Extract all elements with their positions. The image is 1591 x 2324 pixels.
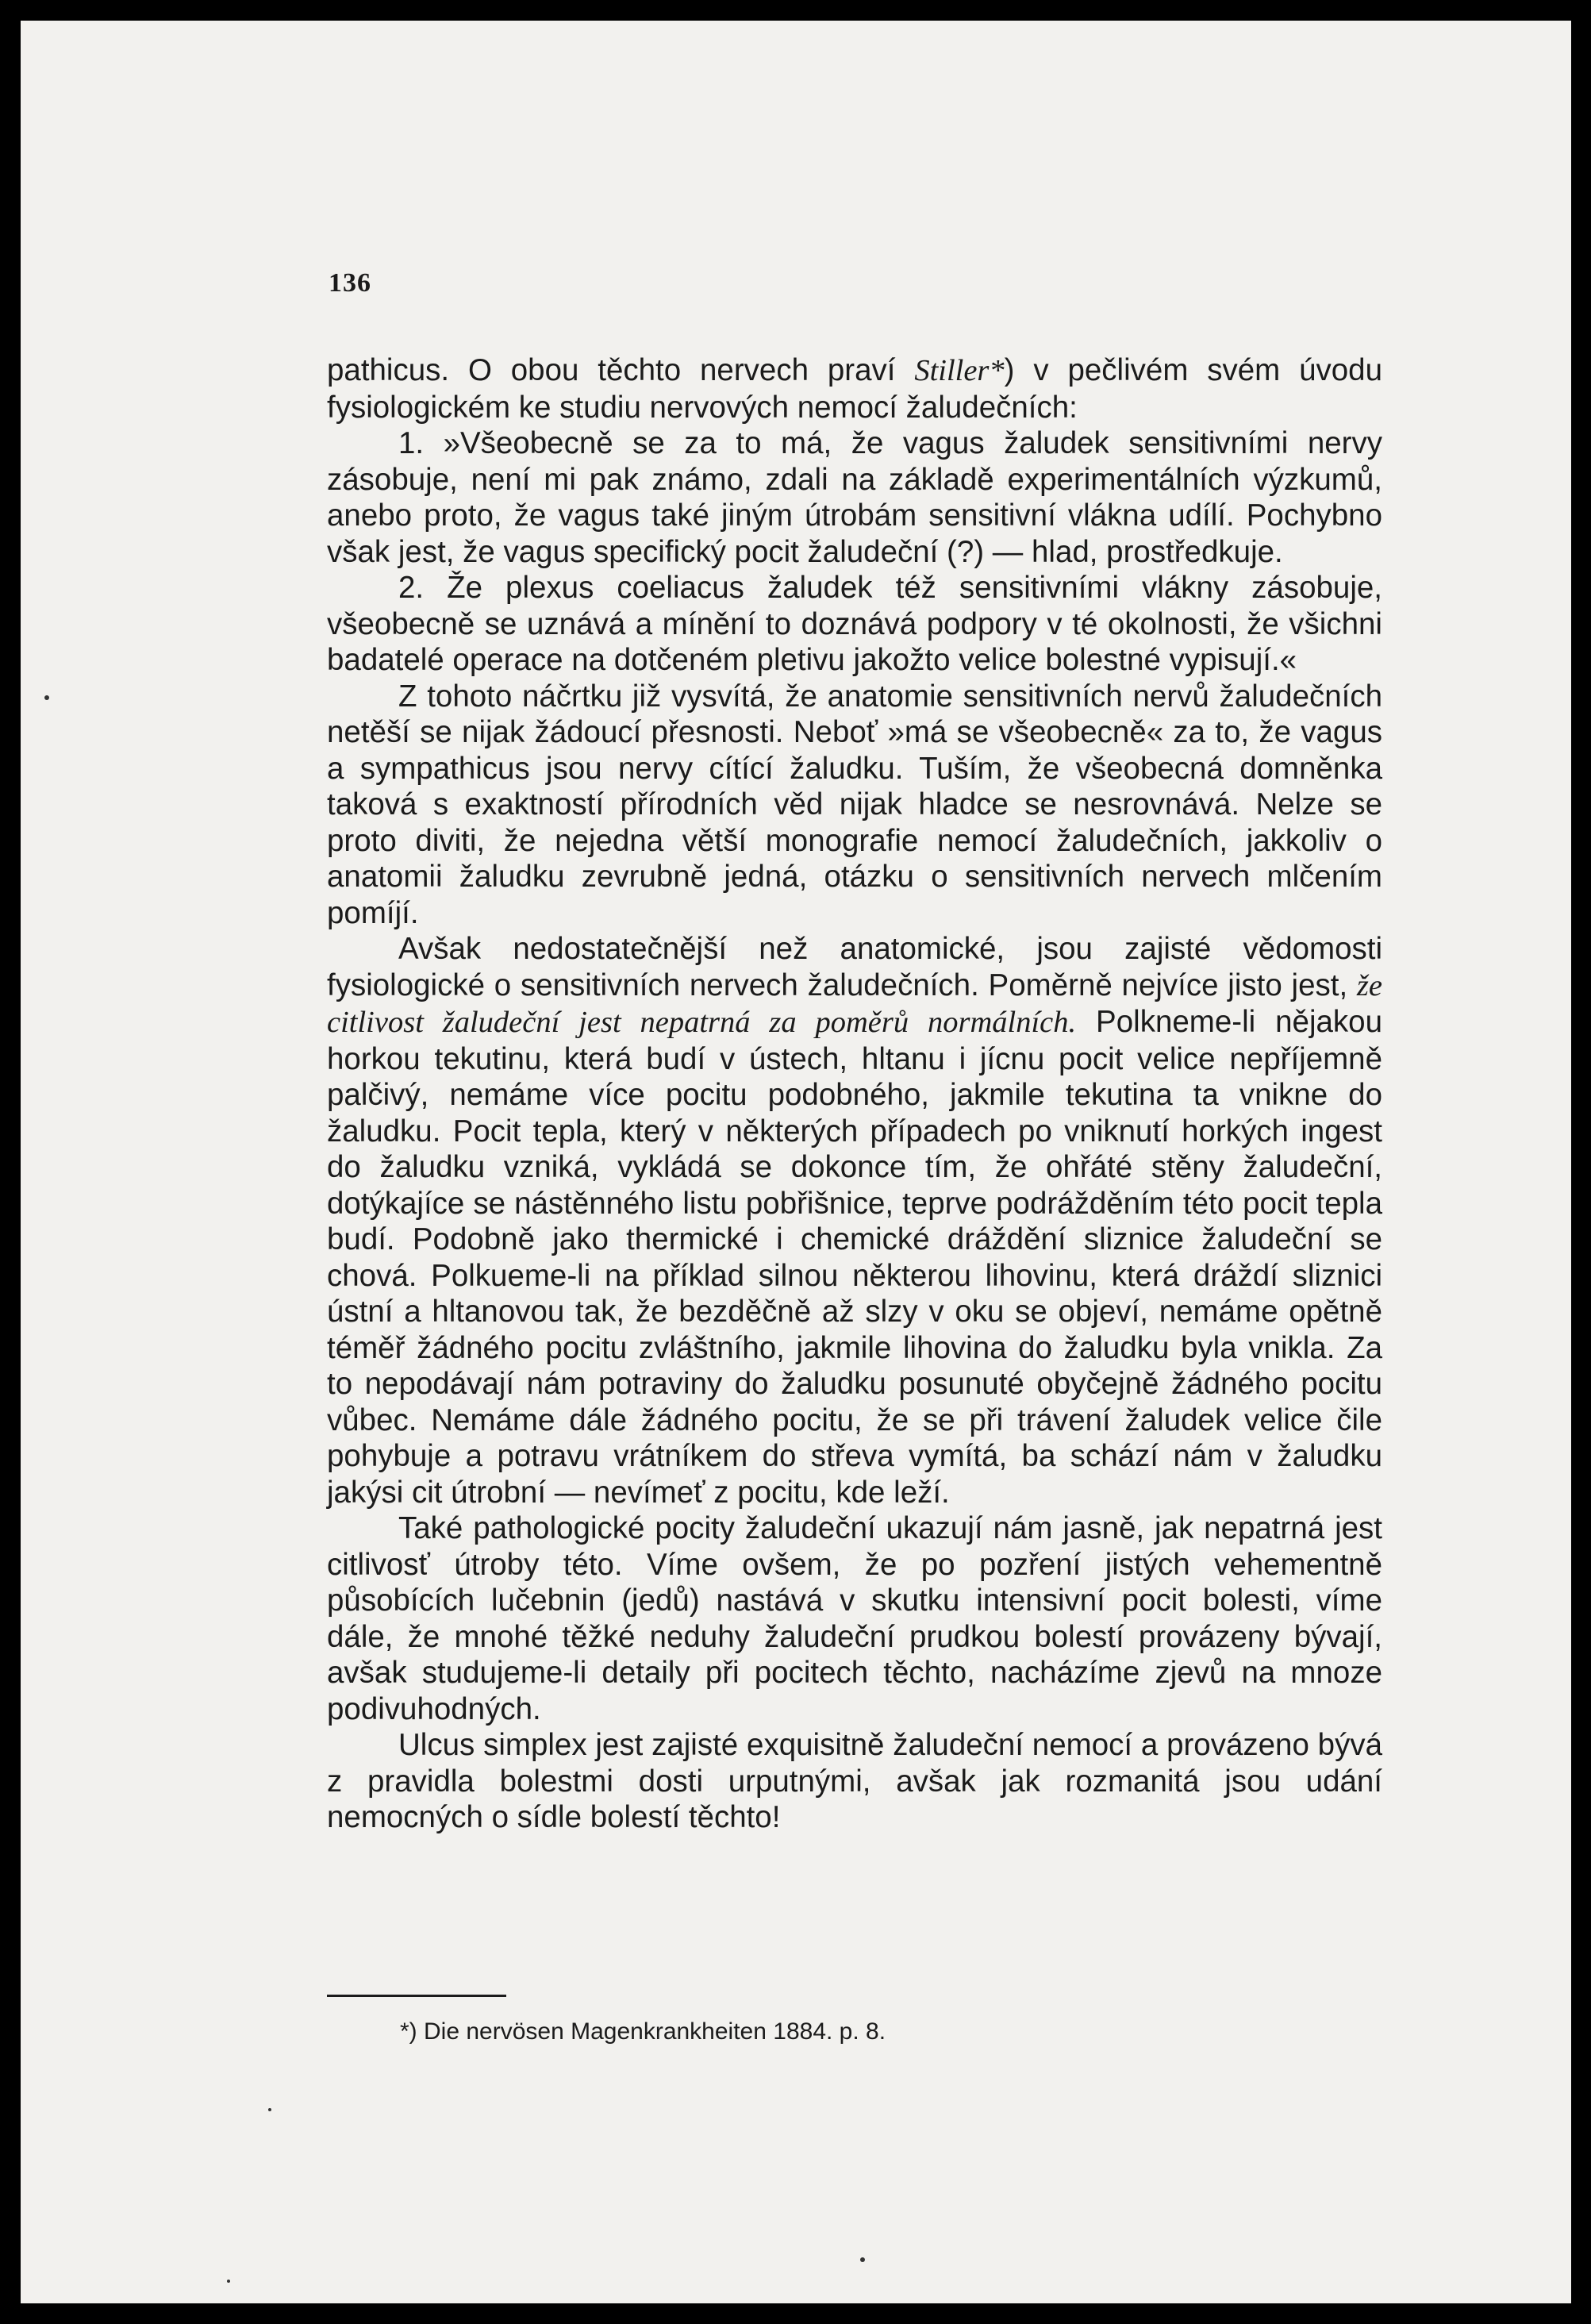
paragraph-quote-1: 1. »Všeobecně se za to má, že vagus žaludek sensitivními nervy zásobuje, není mi pak známo, zdali na základě experimentálních výzkumů, anebo proto, že vagus také jiným útrobám sensitivní vlákna udílí. Pochybno však jest, že vagus specifický pocit žaludeční (?) — hlad, prostředkuje.	[327, 426, 1382, 569]
page-number: 136	[329, 268, 371, 298]
paragraph-anatomy: Z tohoto náčrtku již vysvítá, že anatomie sensitivních nervů žaludečních netěší se nijak žádoucí přesnosti. Neboť »má se všeobecně« za to, že vagus a sympathicus jsou nervy cítící žaludku. Tuším, že všeobecná domněnka taková s exaktností přírodních věd nijak hladce se nesrovnává. Nelze se proto diviti, že nejedna větší monografie nemocí žaludečních, jakkoliv o anatomii žaludku zevrubně jedná, otázku o sensitivních nervech mlčením pomíjí.	[327, 679, 1382, 930]
paragraph-pathology: Také pathologické pocity žaludeční ukazují nám jasně, jak nepatrná jest citlivosť útroby této. Víme ovšem, že po pozření jistých vehementně působících lučebnin (jedů) nastává v skutku intensivní pocit bolesti, víme dále, že mnohé těžké neduhy žaludeční prudkou bolestí provázeny bývají, avšak studujeme-li detaily při pocitech těchto, nacházíme zjevů na mnoze podivuhodných.	[327, 1511, 1382, 1726]
paragraph-ulcus: Ulcus simplex jest zajisté exquisitně žaludeční nemocí a provázeno bývá z pravidla bolestmi dosti urputnými, avšak jak rozmanitá jsou udání nemocných o sídle bolestí těchto!	[327, 1728, 1382, 1834]
footnote: *) Die nervösen Magenkrankheiten 1884. p. 8.	[400, 2018, 886, 2045]
paragraph-intro: pathicus. O obou těchto nervech praví Stiller*) v pečlivém svém úvodu fysiologickém ke studiu nervových nemocí žaludečních:	[327, 353, 1382, 425]
body-text	[327, 352, 1382, 1836]
author-reference: Stiller*	[914, 354, 1005, 387]
scan-speck	[227, 2280, 230, 2283]
paragraph-physiology: Avšak nedostatečnější než anatomické, jsou zajisté vědomosti fysiologické o sensitivních nervech žaludečních. Poměrně nejvíce jisto jest, že citlivost žaludeční jest nepatrná za poměrů normálních. Polkneme-li nějakou horkou tekutinu, která budí v ústech, hltanu i jícnu pocit velice nepříjemně palčivý, nemáme více pocitu podobného, jakmile tekutina ta vnikne do žaludku. Pocit tepla, který v některých případech po vniknutí horkých ingest do žaludku vzniká, vykládá se dokonce tím, že ohřáté stěny žaludeční, dotýkajíce se nástěnného listu pobřišnice, teprve podrážděním této pocit tepla budí. Podobně jako thermické i chemické dráždění sliznice žaludeční se chová. Polkueme-li na příklad silnou některou lihovinu, která dráždí sliznici ústní a hltanovou tak, že bezděčně až slzy v oku se objeví, nemáme opětně téměř žádného pocitu zvláštního, jakmile lihovina do žaludku byla vnikla. Za to nepodávají nám potraviny do žaludku posunuté obyčejně žádného pocitu vůbec. Nemáme dále žádného pocitu, že se při trávení žaludek velice čile pohybuje a potravu vrátníkem do střeva vymítá, ba schází nám v žaludku jakýsi cit útrobní — nevímeť z pocitu, kde leží.	[327, 932, 1382, 1510]
emphasized-statement: že citlivost žaludeční jest nepatrná za poměrů normálních.	[327, 968, 1382, 1039]
paragraph-quote-2: 2. Že plexus coeliacus žaludek též sensitivními vlákny zásobuje, všeobecně se uznává a mínění to doznává podpory v té okolnosti, že všichni badatelé operace na dotčeném pletivu jakožto velice bolestné vypisují.«	[327, 571, 1382, 677]
scanned-page	[21, 21, 1571, 2303]
scan-speck	[44, 695, 49, 700]
scan-speck	[860, 2257, 865, 2262]
footnote-divider	[327, 1995, 506, 1997]
scan-speck	[268, 2108, 271, 2111]
